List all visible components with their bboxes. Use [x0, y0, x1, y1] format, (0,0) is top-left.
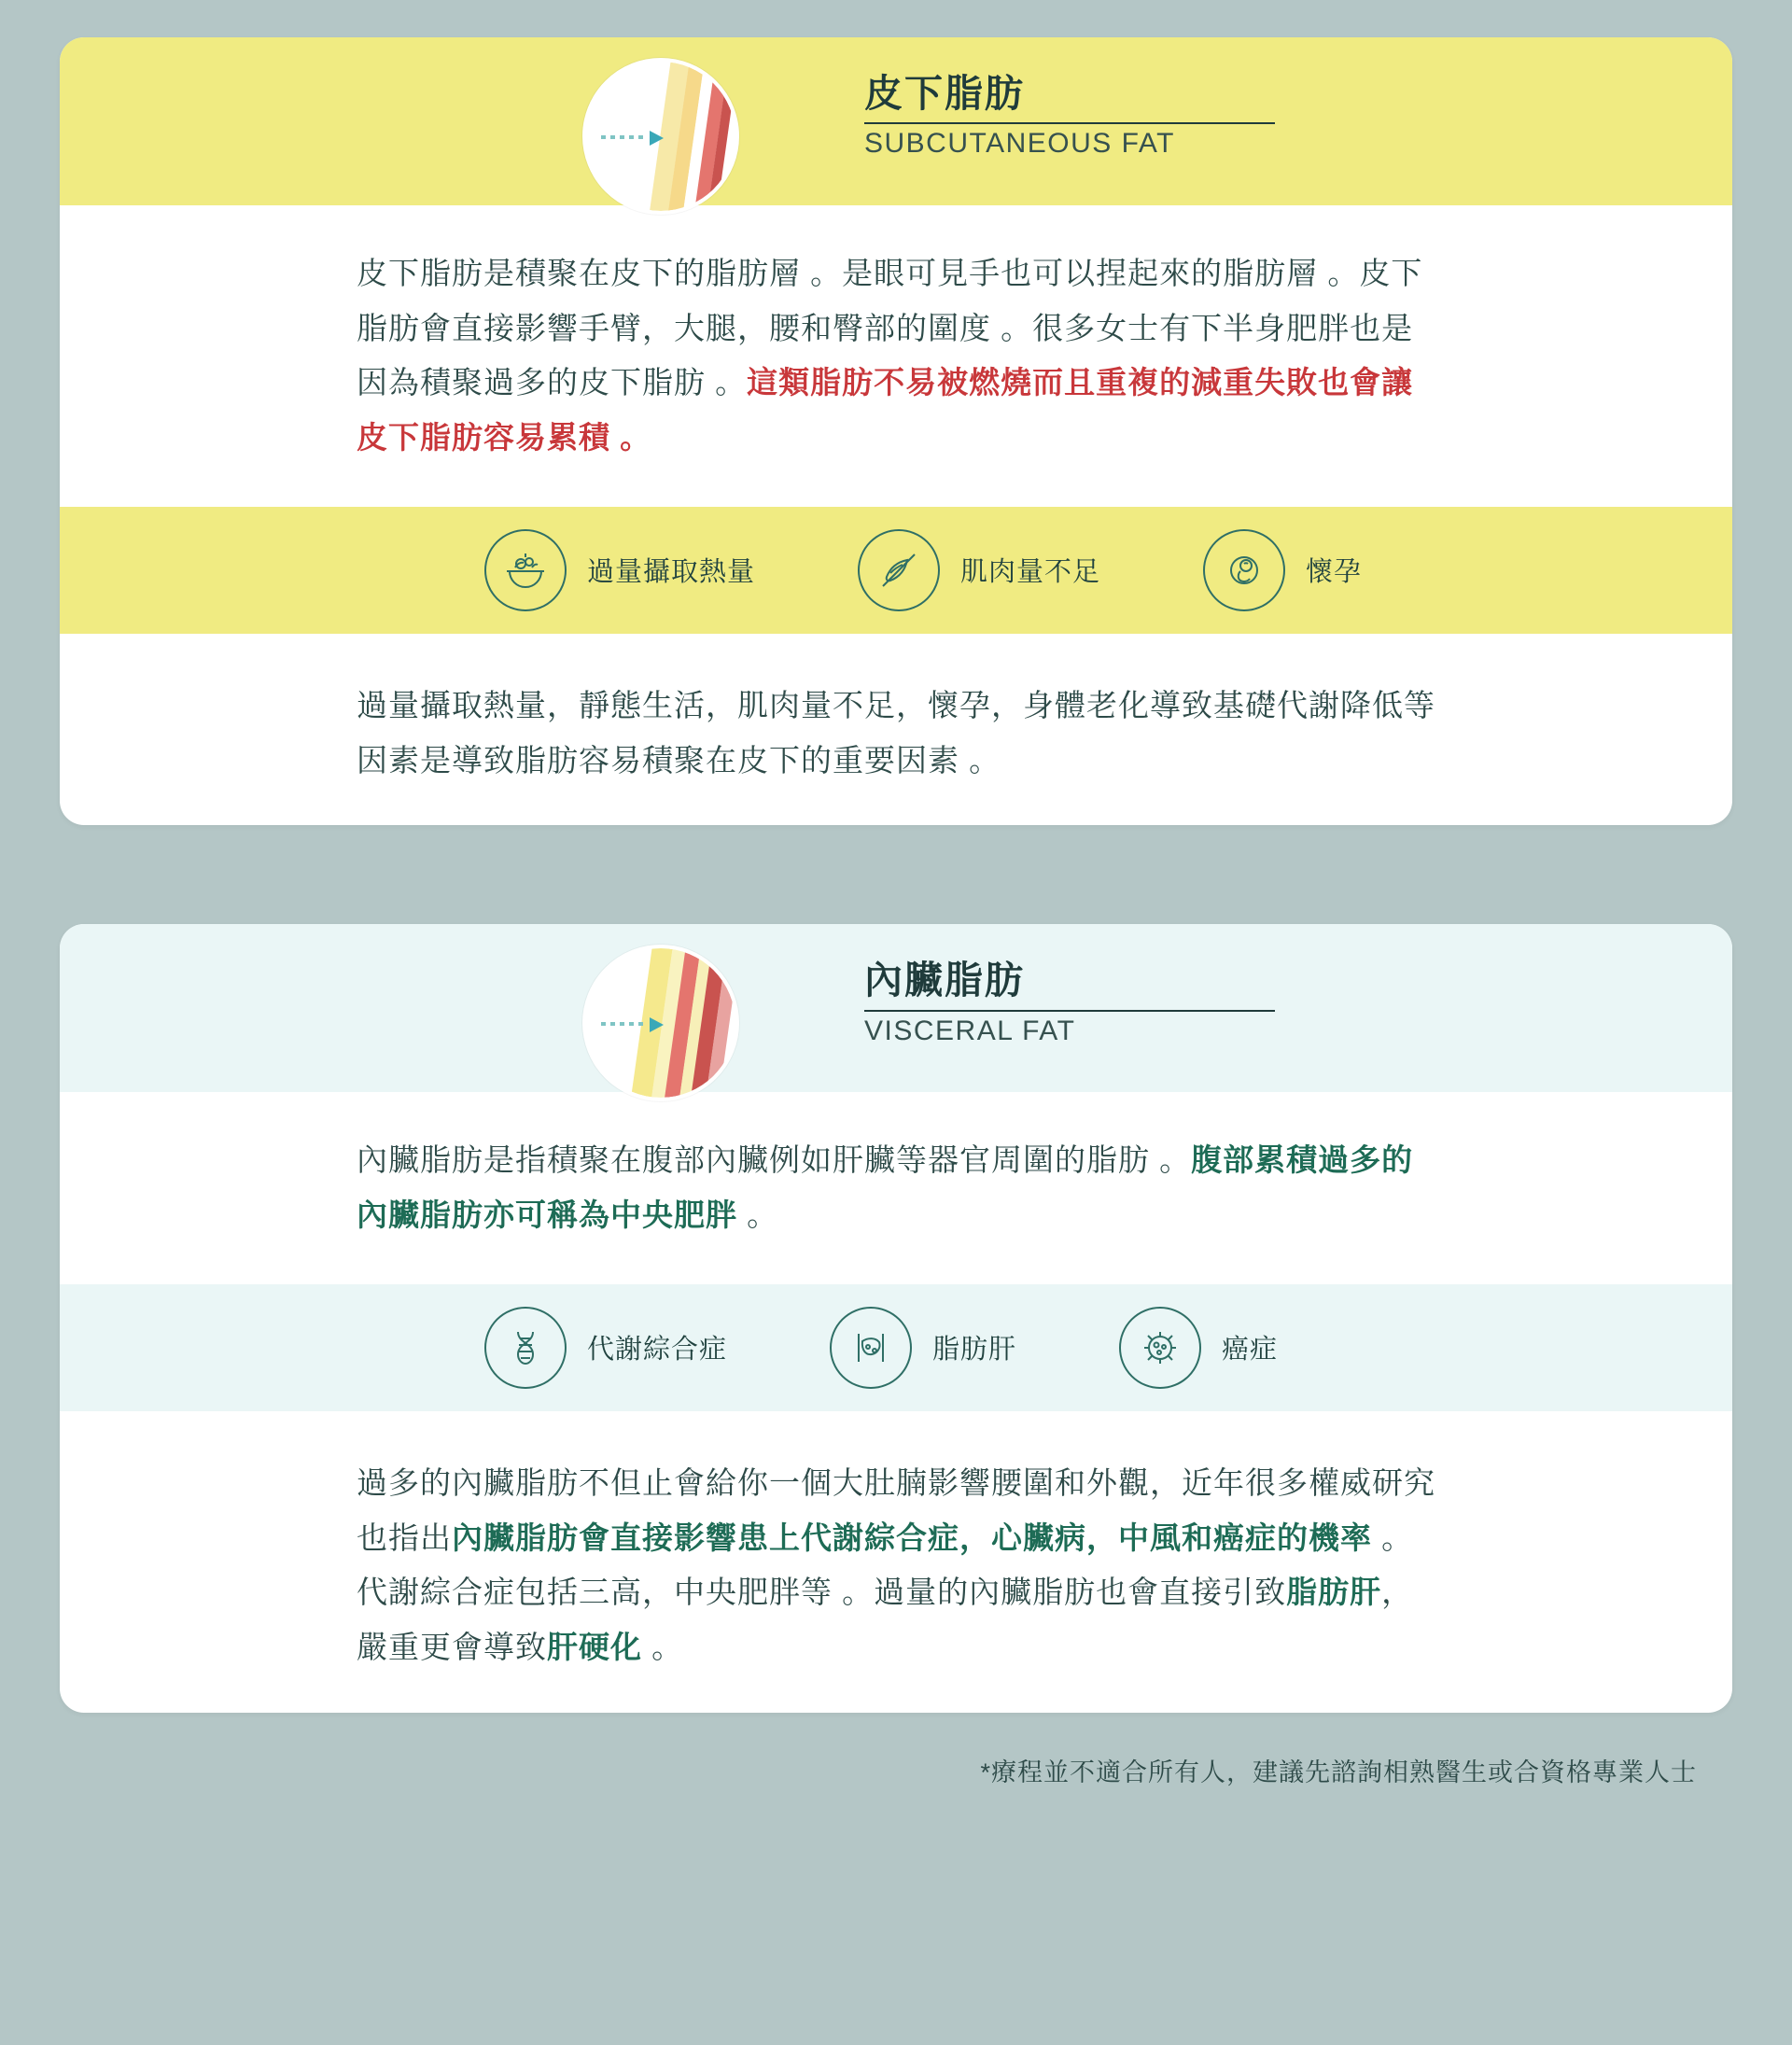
cause-icon-strip-subcutaneous — [60, 507, 1732, 634]
cause-item — [1203, 529, 1362, 611]
muscle-crossed-out-icon — [858, 529, 940, 611]
risk-label: 癌症 — [1222, 1335, 1279, 1366]
cause-label: 肌肉量不足 — [960, 557, 1101, 588]
cause-item — [858, 529, 1100, 611]
section-title-en: SUBCUTANEOUS FAT — [864, 128, 1175, 160]
paragraph-part-highlight: 脂肪肝 — [1286, 1575, 1382, 1610]
paragraph-part: 。代謝綜合症包括三高，中央肥胖等 。過量的內臟脂肪也會直接引致 — [357, 1520, 1414, 1610]
paragraph-part: 過多的內臟脂肪不但止會給你一個大肚腩影響腰圍和外觀，近年很多權威研究也指出 — [357, 1464, 1435, 1555]
paragraph-part-highlight: 腹部累積過多的內臟脂肪亦可稱為中央肥胖 — [357, 1142, 1414, 1233]
disclaimer-footnote: *療程並不適合所有人，建議先諮詢相熟醫生或合資格專業人士 — [980, 1758, 1697, 1786]
salad-bowl-icon — [484, 529, 567, 611]
outro-paragraph-visceral — [60, 1411, 1732, 1713]
section-title-zh: 內臟脂肪 — [864, 959, 1025, 1002]
paragraph-part: 過量攝取熱量，靜態生活，肌肉量不足，懷孕，身體老化導致基礎代謝降低等因素是導致脂肪容易積聚在皮下的重要因素 。 — [357, 687, 1435, 777]
fat-layer-illustration-subcutaneous — [582, 58, 739, 215]
dna-helix-icon — [484, 1307, 567, 1389]
paragraph-part: 皮下脂肪是積聚在皮下的脂肪層 。是眼可見手也可以捏起來的脂肪層 。皮下脂肪會直接影響手臂，大腿，腰和臀部的圍度 。很多女士有下半身肥胖也是因為積聚過多的皮下脂肪 。 — [357, 256, 1423, 400]
risk-icon-strip-visceral — [60, 1284, 1732, 1411]
paragraph-part-highlight: 內臟脂肪會直接影響患上代謝綜合症，心臟病，中風和癌症的機率 — [452, 1520, 1372, 1555]
cancer-cell-icon — [1119, 1307, 1201, 1389]
section-title-block-subcutaneous — [864, 71, 1275, 160]
section-title-zh: 皮下脂肪 — [864, 72, 1025, 115]
risk-item — [830, 1307, 1016, 1389]
pointer-arrow-icon — [601, 131, 668, 144]
pregnancy-icon — [1203, 529, 1285, 611]
intro-paragraph-subcutaneous — [60, 205, 1732, 507]
cause-label: 懷孕 — [1306, 557, 1363, 588]
title-divider — [864, 122, 1275, 124]
section-title-en: VISCERAL FAT — [864, 1015, 1076, 1046]
pointer-arrow-icon — [601, 1017, 668, 1030]
risk-label: 代謝綜合症 — [587, 1335, 728, 1366]
paragraph-part: 內臟脂肪是指積聚在腹部內臟例如肝臟等器官周圍的脂肪 。 — [357, 1142, 1192, 1178]
fat-layer-illustration-visceral — [582, 945, 739, 1101]
risk-label: 脂肪肝 — [932, 1335, 1017, 1366]
section-header-band-subcutaneous — [60, 37, 1732, 205]
cause-item — [484, 529, 755, 611]
outro-paragraph-subcutaneous — [60, 634, 1732, 825]
fatty-liver-icon — [830, 1307, 912, 1389]
card-subcutaneous-fat — [60, 37, 1732, 825]
risk-item — [1119, 1307, 1278, 1389]
title-divider — [864, 1010, 1275, 1012]
paragraph-part: 。 — [737, 1198, 779, 1233]
section-header-band-visceral — [60, 924, 1732, 1092]
paragraph-part-highlight: 肝硬化 — [547, 1630, 642, 1665]
cause-label: 過量攝取熱量 — [587, 557, 756, 588]
card-visceral-fat — [60, 924, 1732, 1712]
paragraph-part: ，嚴重更會導致 — [357, 1575, 1414, 1665]
paragraph-part: 。 — [642, 1630, 684, 1665]
section-title-block-visceral — [864, 958, 1275, 1046]
intro-paragraph-visceral — [60, 1092, 1732, 1283]
risk-item — [484, 1307, 727, 1389]
paragraph-part-highlight: 這類脂肪不易被燃燒而且重複的減重失敗也會讓皮下脂肪容易累積 。 — [357, 365, 1414, 455]
